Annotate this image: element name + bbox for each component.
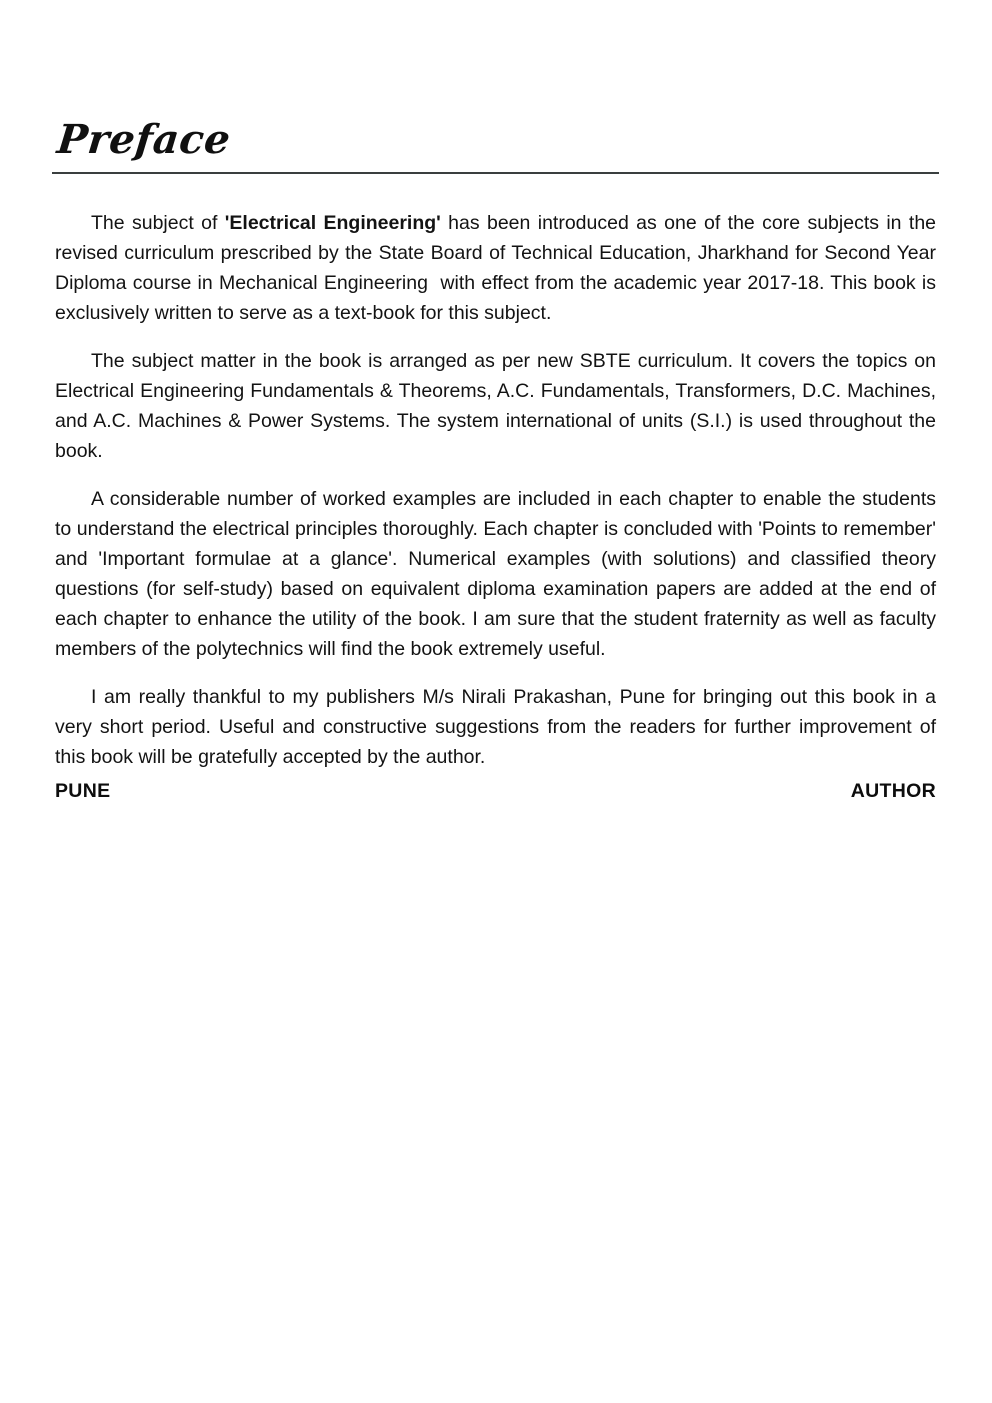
preface-body [55,208,942,772]
signature-row [55,778,936,804]
paragraph-acknowledgement: I am really thankful to my publishers M/s Nirali Prakashan, Pune for bringing out this book in a very short period. Useful and constructive suggestions from the readers for further improvement of this book will be gratefully accepted by the author. [55,686,942,768]
paragraph-intro: The subject of 'Electrical Engineering' has been introduced as one of the core subjects in the revised curriculum prescribed by the State Board of Technical Education, Jharkhand for Second Year Diploma course in Mechanical Engineering with effect from the academic year 2017-18. This book is exclusively written to serve as a text-book for this subject. [55,212,942,324]
signature-author: AUTHOR [850,780,936,802]
emphasis-text: 'Electrical Engineering' [224,212,441,234]
signature-place: PUNE [55,780,111,802]
title-divider [52,172,939,174]
paragraph-subject-matter: The subject matter in the book is arranged as per new SBTE curriculum. It covers the topics on Electrical Engineering Fundamentals & Theorems, A.C. Fundamentals, Transformers, D.C. Machines, and A.C. Machines & Power Systems. The system international of units (S.I.) is used throughout the book. [55,350,942,462]
page-title: Preface [54,116,233,163]
paragraph-worked-examples: A considerable number of worked examples are included in each chapter to enable the students to understand the electrical principles thoroughly. Each chapter is concluded with 'Points to remember' and 'Important formulae at a glance'. Numerical examples (with solutions) and classified theory questions (for self-study) based on equivalent diploma examination papers are added at the end of each chapter to enhance the utility of the book. I am sure that the student fraternity as well as faculty members of the polytechnics will find the book extremely useful. [55,488,942,660]
